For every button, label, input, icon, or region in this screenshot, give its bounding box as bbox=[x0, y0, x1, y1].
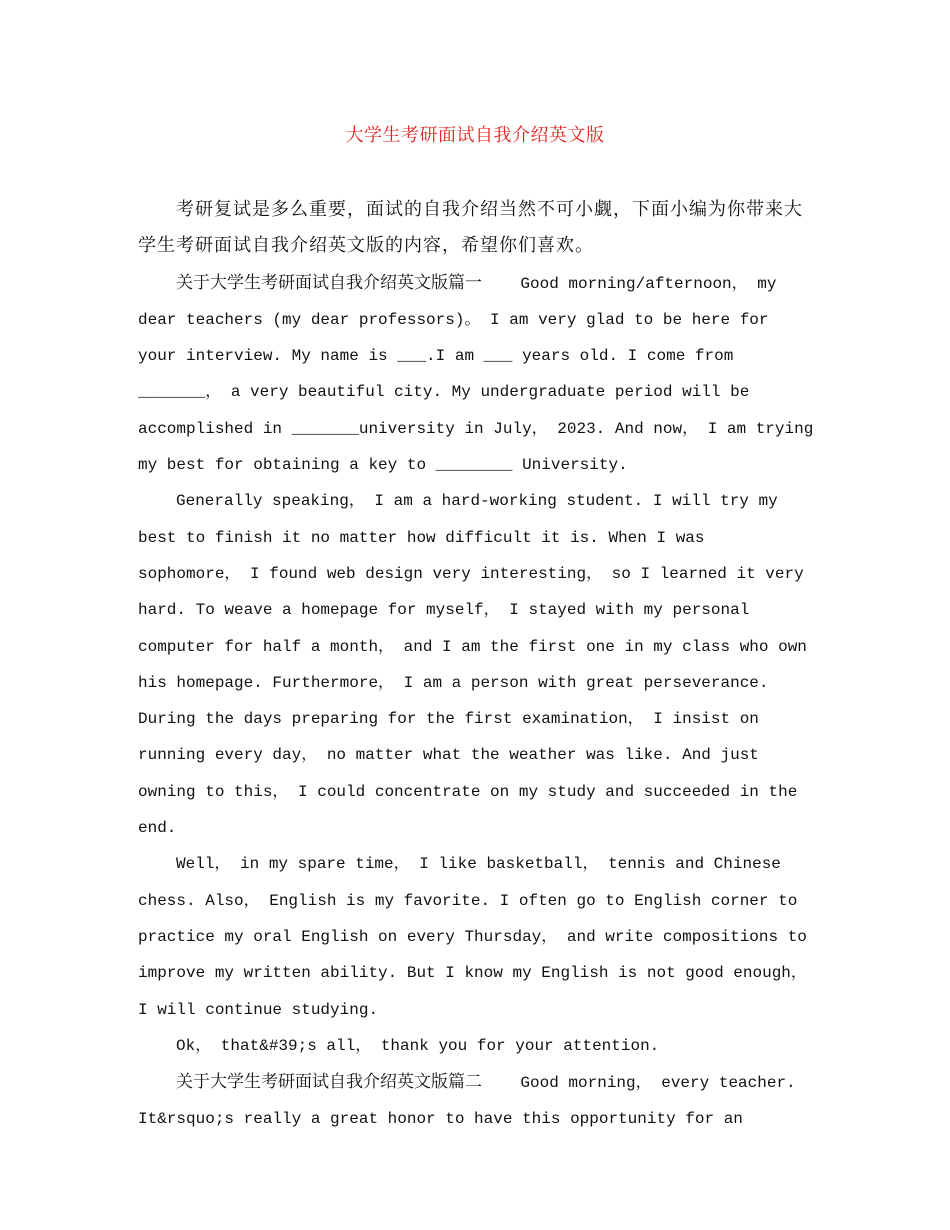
paragraph-five bbox=[138, 1064, 814, 1138]
paragraph-four: Ok， that&#39;s all， thank you for your attention. bbox=[176, 1036, 660, 1055]
intro-paragraph: 考研复试是多么重要，面试的自我介绍当然不可小觑，下面小编为你带来大学生考研面试自我介绍英文版的内容，希望你们喜欢。 bbox=[138, 199, 803, 257]
section-one-text: Good morning/afternoon， my dear teachers (my dear professors)。 I am very glad to be here for your interview. My name is ___.I am ___ years old. I come from _______， a very beautiful city. My undergraduate period will be accomplished in _______university in July， 2023. And now， I am trying my best for obtaining a key to ________ University. bbox=[138, 274, 823, 475]
paragraph-two: Generally speaking， I am a hard-working student. I will try my best to finish it no matter how difficult it is. When I was sophomore， I found web design very interesting， so I learned it very hard. To weave a homepage for myself， I stayed with my personal computer for half a month， and I am the first one in my class who own his homepage. Furthermore， I am a person with great perseverance. During the days preparing for the first examination， I insist on running every day， no matter what the weather was like. And just owning to this， I could concentrate on my study and succeeded in the end. bbox=[138, 492, 817, 838]
paragraph-three: Well， in my spare time， I like basketball， tennis and Chinese chess. Also， English is my favorite. I often go to English corner to practice my oral English on every Thursday， and write compositions to improve my written ability. But I know my English is not good enough， I will continue studying. bbox=[138, 855, 817, 1019]
document-body bbox=[138, 192, 823, 1138]
section-two-heading: 关于大学生考研面试自我介绍英文版篇二 bbox=[176, 1072, 482, 1093]
document-title: 大学生考研面试自我介绍英文版 bbox=[345, 125, 605, 146]
section-two-text: Good morning， every teacher. It&rsquo;s really a great honor to have this opportunity for an bbox=[138, 1074, 806, 1129]
paragraph-one bbox=[138, 265, 823, 484]
section-one-heading: 关于大学生考研面试自我介绍英文版篇一 bbox=[176, 272, 482, 293]
